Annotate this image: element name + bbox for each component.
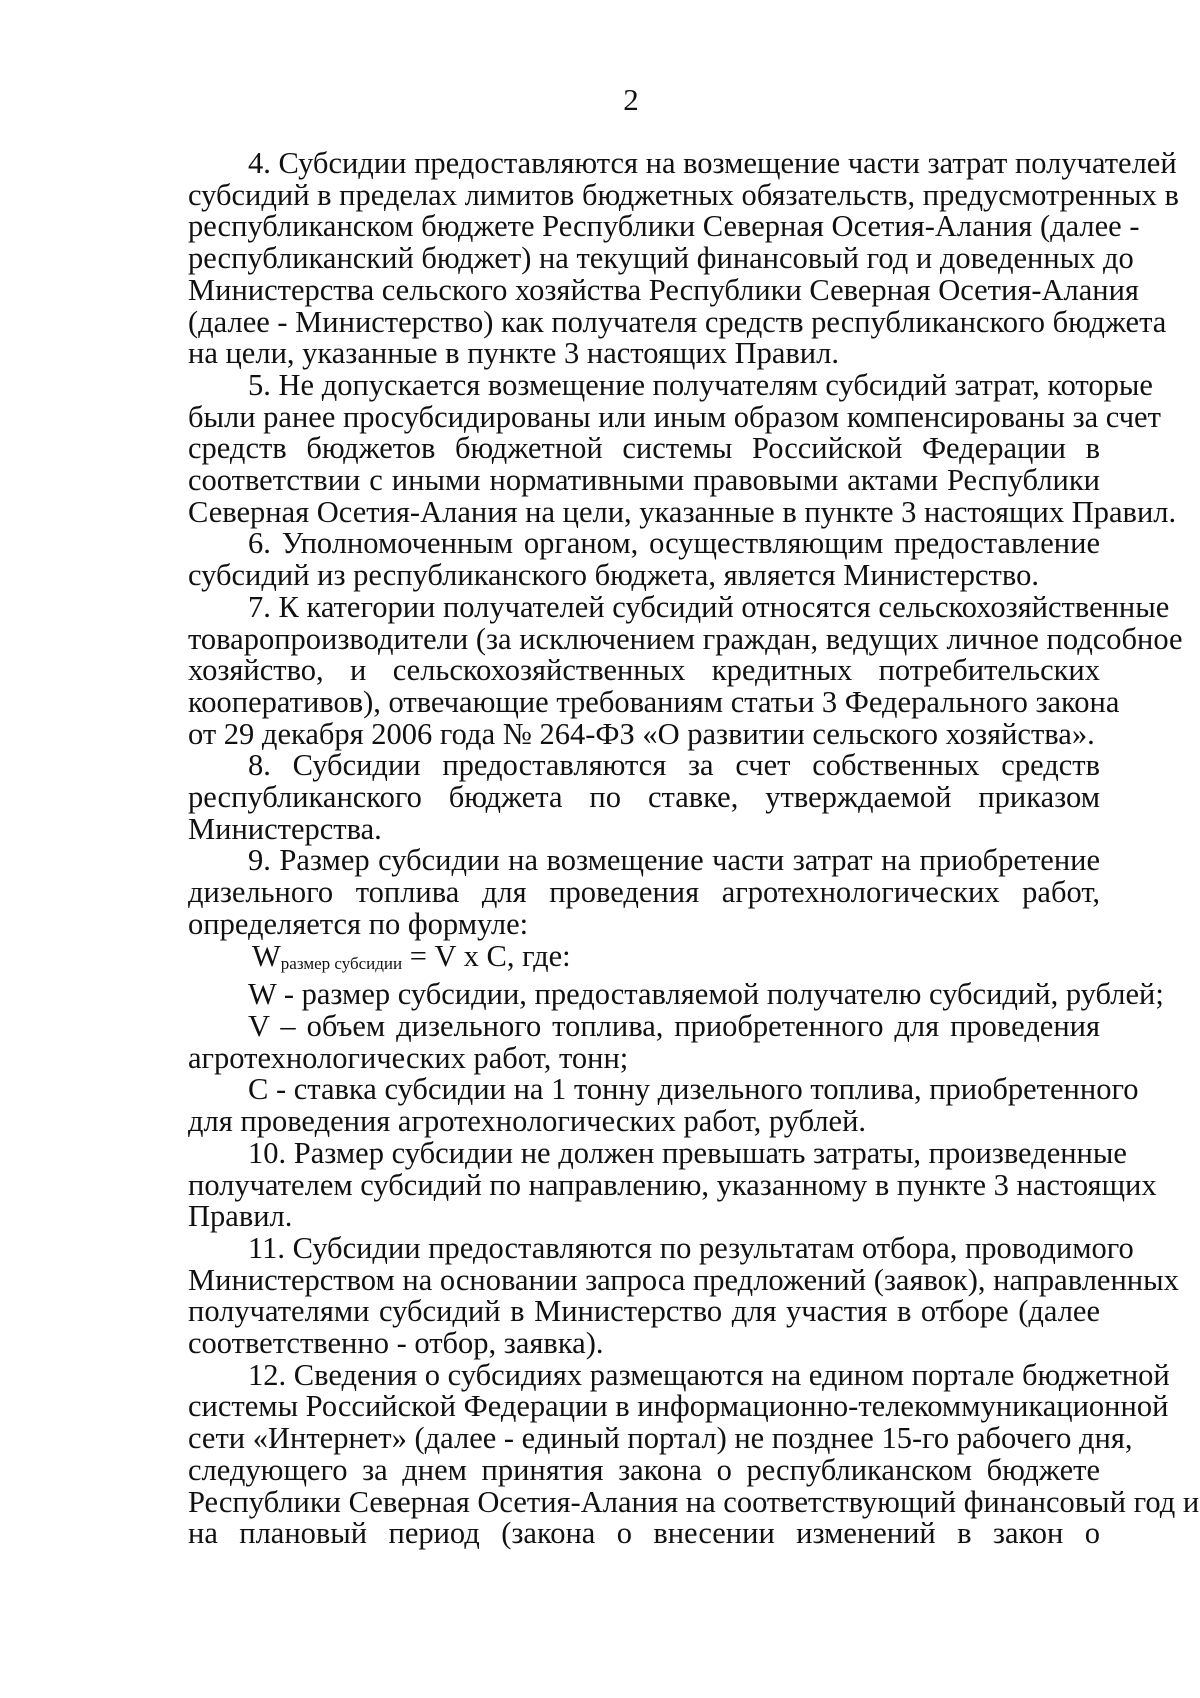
text-line: субсидий из республиканского бюджета, является Министерство. <box>188 558 1039 593</box>
document-body <box>188 146 1200 1551</box>
text-line: дизельного топлива для проведения агротехнологических работ, <box>188 875 1100 910</box>
text-line: республиканский бюджет) на текущий финансовый год и доведенных до <box>188 241 1134 276</box>
text-line: сети «Интернет» (далее - единый портал) не позднее 15-го рабочего дня, <box>188 1421 1133 1456</box>
text-line: W - размер субсидии, предоставляемой получателю субсидий, рублей; <box>248 977 1164 1012</box>
text-line: С - ставка субсидии на 1 тонну дизельного топлива, приобретенного <box>248 1072 1139 1107</box>
text-line: соответствии с иными нормативными правовыми актами Республики <box>188 463 1100 498</box>
text-line: 8. Субсидии предоставляются за счет собственных средств <box>248 748 1100 783</box>
text-line: 10. Размер субсидии не должен превышать затраты, произведенные <box>248 1135 1127 1170</box>
definition <box>188 977 1164 1012</box>
text-line: кооперативов), отвечающие требованиям статьи 3 Федерального закона <box>188 684 1120 719</box>
text-line: агротехнологических работ, тонн; <box>188 1040 629 1075</box>
text-line: 4. Субсидии предоставляются на возмещение части затрат получателей <box>248 146 1177 180</box>
text-line: 12. Сведения о субсидиях размещаются на едином портале бюджетной <box>248 1357 1170 1392</box>
paragraph <box>188 1230 1179 1361</box>
text-line: на цели, указанные в пункте 3 настоящих Правил. <box>188 336 839 371</box>
paragraph <box>188 845 1100 940</box>
text-line: Министерства сельского хозяйства Республики Северная Осетия-Алания <box>188 272 1139 307</box>
text-line: следующего за днем принятия закона о республиканском бюджете <box>188 1452 1100 1487</box>
paragraph <box>188 1357 1200 1551</box>
text-line: были ранее просубсидированы или иным образом компенсированы за счет <box>188 399 1161 434</box>
text-line: от 29 декабря 2006 года № 264-ФЗ «О развитии сельского хозяйства». <box>188 716 1095 751</box>
text-line: республиканском бюджете Республики Северная Осетия-Алания (далее - <box>188 209 1140 244</box>
text-line: соответственно - отбор, заявка). <box>188 1326 604 1361</box>
definition <box>188 1008 1100 1075</box>
text-line: республиканского бюджета по ставке, утверждаемой приказом <box>188 780 1100 815</box>
text-line: товаропроизводители (за исключением граждан, ведущих личное подсобное <box>188 621 1183 656</box>
text-line: Правил. <box>188 1199 293 1234</box>
text-line: для проведения агротехнологических работ, рублей. <box>188 1104 867 1139</box>
page-number: 2 <box>623 82 639 117</box>
paragraph <box>188 750 1100 845</box>
formula <box>188 938 1100 980</box>
definition <box>188 1072 1139 1139</box>
text-line: V – объем дизельного топлива, приобретенного для проведения <box>248 1008 1100 1043</box>
paragraph <box>188 1135 1157 1234</box>
text-line: 7. К категории получателей субсидий относятся сельскохозяйственные <box>248 589 1170 624</box>
text-line: Республики Северная Осетия-Алания на соответствующий финансовый год и <box>188 1484 1200 1519</box>
paragraph <box>188 589 1183 751</box>
text-line: на плановый период (закона о внесении изменений в закон о <box>188 1516 1100 1551</box>
text-line: получателями субсидий в Министерство для участия в отборе (далее <box>188 1294 1100 1329</box>
text-line: Северная Осетия-Алания на цели, указанные в пункте 3 настоящих Правил. <box>188 494 1177 529</box>
text-line: Министерства. <box>188 811 382 846</box>
text-line: средств бюджетов бюджетной системы Российской Федерации в <box>188 431 1100 466</box>
text-line: 9. Размер субсидии на возмещение части затрат на приобретение <box>248 843 1100 878</box>
text-line: определяется по формуле: <box>188 906 529 941</box>
paragraph <box>188 528 1100 591</box>
formula-subscript: размер субсидии <box>280 953 403 973</box>
text-line: (далее - Министерство) как получателя средств республиканского бюджета <box>188 304 1167 339</box>
formula-variable: W <box>252 938 281 973</box>
paragraph <box>188 367 1177 529</box>
text-line: 5. Не допускается возмещение получателям субсидий затрат, которые <box>248 367 1153 402</box>
text-line: хозяйство, и сельскохозяйственных кредитных потребительских <box>188 653 1100 688</box>
paragraph <box>188 146 1179 371</box>
text-line: системы Российской Федерации в информационно-телекоммуникационной <box>188 1389 1169 1424</box>
text-line: 11. Субсидии предоставляются по результатам отбора, проводимого <box>248 1230 1134 1265</box>
text-line: 6. Уполномоченным органом, осуществляющим предоставление <box>248 526 1100 561</box>
text-line: субсидий в пределах лимитов бюджетных обязательств, предусмотренных в <box>188 177 1179 212</box>
text-line: получателем субсидий по направлению, указанному в пункте 3 настоящих <box>188 1167 1157 1202</box>
formula-expression: = V x C, где: <box>402 938 571 973</box>
text-line: Министерством на основании запроса предложений (заявок), направленных <box>188 1262 1179 1297</box>
